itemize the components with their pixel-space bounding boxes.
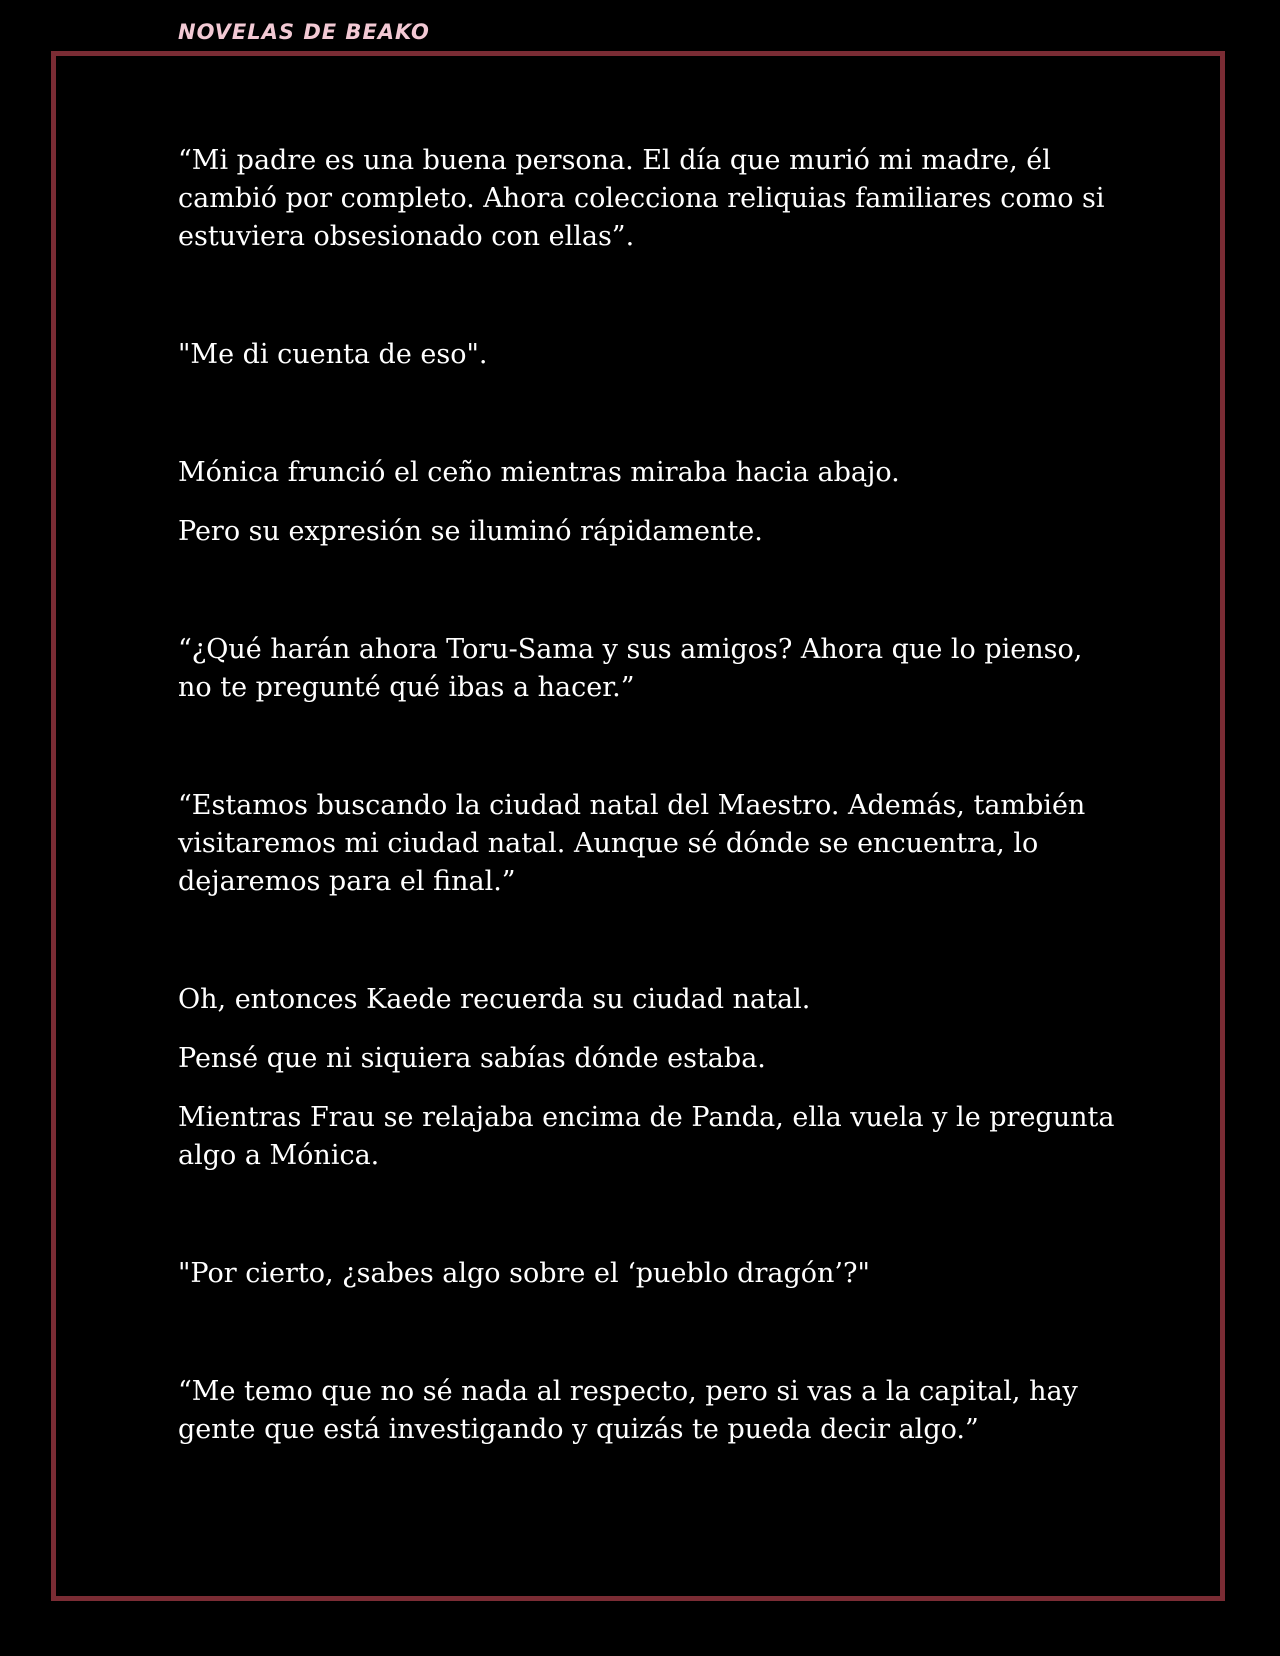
paragraph: “Me temo que no sé nada al respecto, pero si vas a la capital, hay gente que está investigando y quizás te pueda decir algo.” <box>178 1376 1078 1445</box>
paragraph: “¿Qué harán ahora Toru-Sama y sus amigos? Ahora que lo pienso, no te pregunté qué ibas a hacer.” <box>178 634 1083 703</box>
site-header-title: NOVELAS DE BEAKO <box>178 20 430 44</box>
paragraph: Mientras Frau se relajaba encima de Panda, ella vuela y le pregunta algo a Mónica. <box>178 1102 1115 1171</box>
paragraph: “Estamos buscando la ciudad natal del Maestro. Además, también visitaremos mi ciudad natal. Aunque sé dónde se encuentra, lo dejaremos para el final.” <box>178 790 1086 897</box>
paragraph: “Mi padre es una buena persona. El día que murió mi madre, él cambió por completo. Ahora colecciona reliquias familiares como si estuviera obsesionado con ellas”. <box>178 145 1105 252</box>
paragraph: Mónica frunció el ceño mientras miraba hacia abajo. <box>178 457 900 488</box>
paragraph: "Por cierto, ¿sabes algo sobre el ‘pueblo dragón’?" <box>178 1258 870 1289</box>
paragraph: Pensé que ni siquiera sabías dónde estaba. <box>178 1043 766 1074</box>
story-text <box>178 142 1118 1449</box>
paragraph: Oh, entonces Kaede recuerda su ciudad natal. <box>178 984 811 1015</box>
paragraph: Pero su expresión se iluminó rápidamente. <box>178 516 763 547</box>
paragraph: "Me di cuenta de eso". <box>178 339 488 370</box>
